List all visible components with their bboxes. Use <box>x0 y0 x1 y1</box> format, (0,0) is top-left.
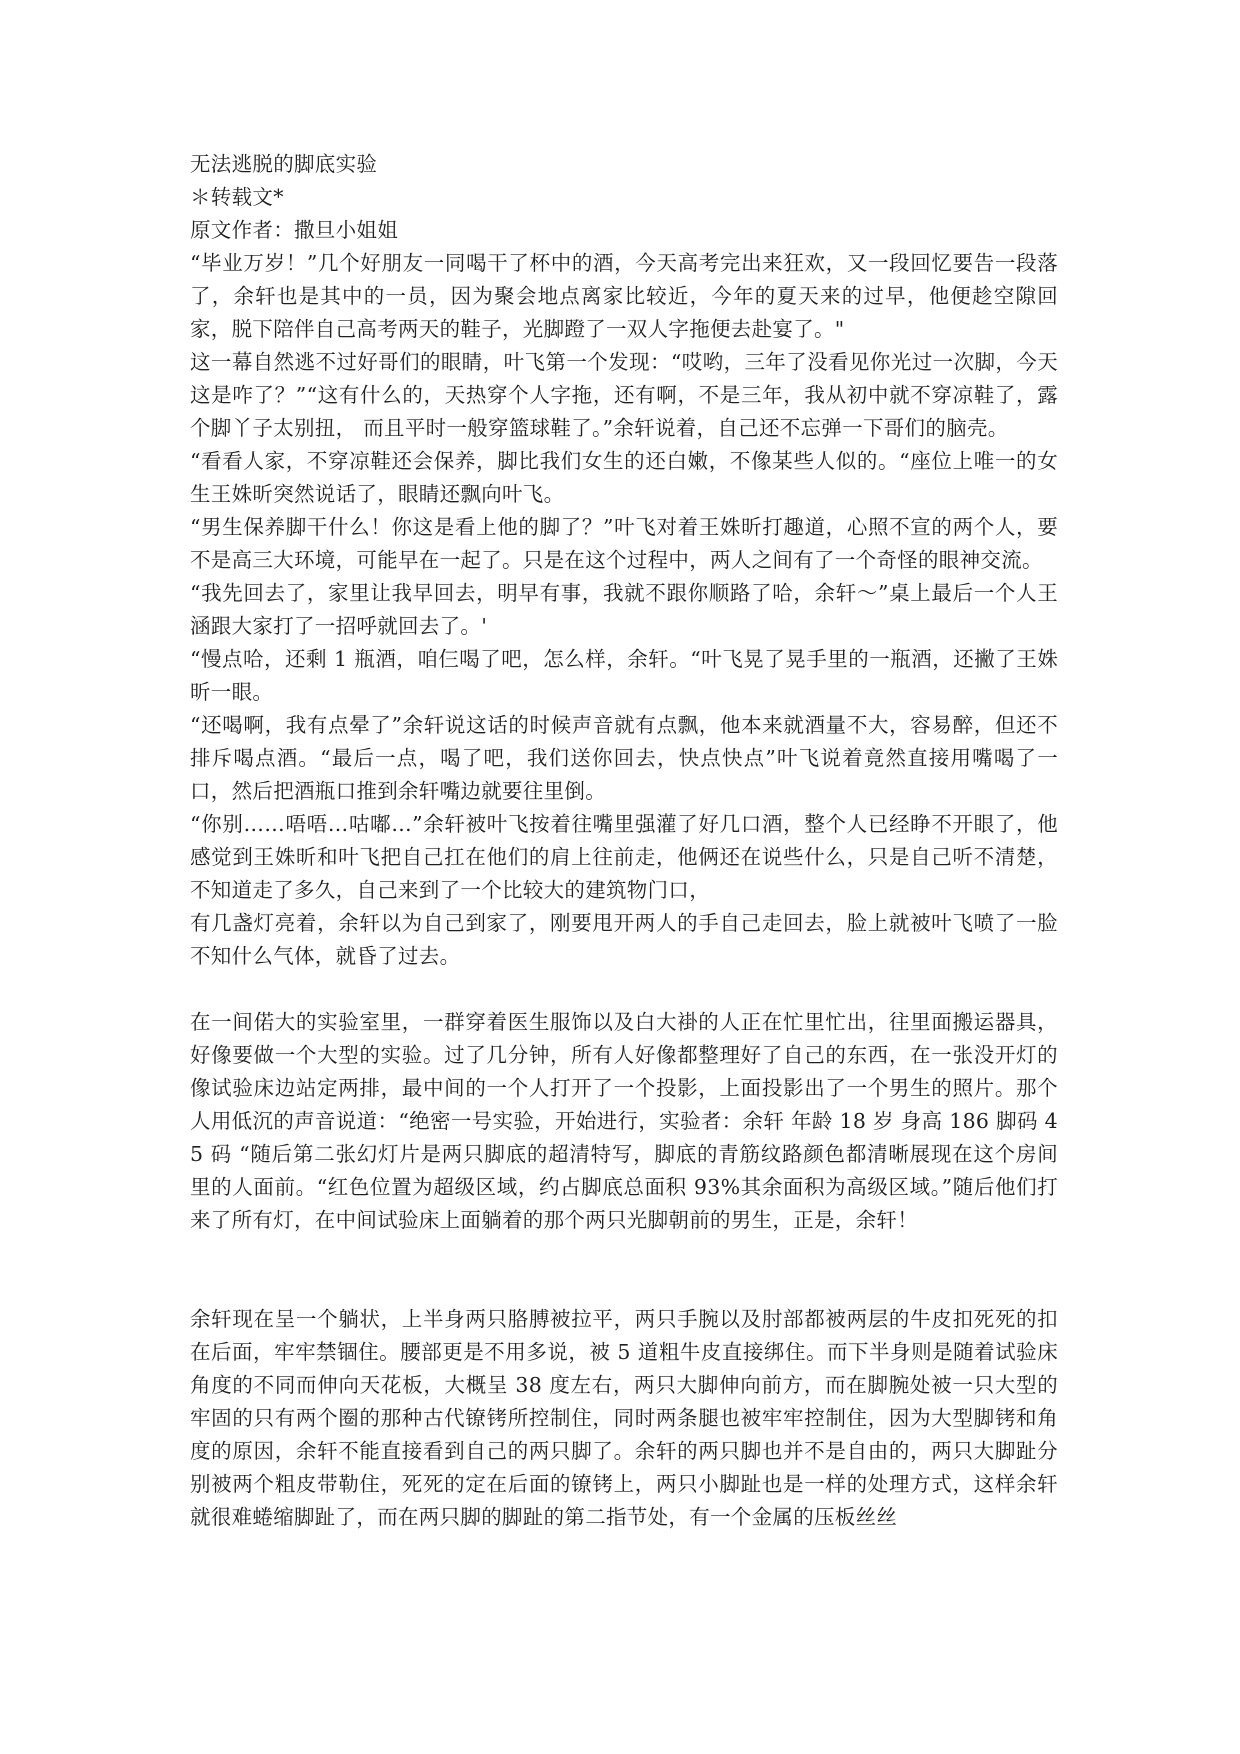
paragraph: “我先回去了，家里让我早回去，明早有事，我就不跟你顺路了哈，余轩～”桌上最后一个人王涵跟大家打了一招呼就回去了。' <box>190 581 1058 638</box>
repost-note: ＊转载文* <box>190 185 284 209</box>
paragraph: 余轩现在呈一个躺状，上半身两只胳膊被拉平，两只手腕以及肘部都被两层的牛皮扣死死的扣在后面，牢牢禁锢住。腰部更是不用多说，被 5 道粗牛皮直接绑住。而下半身则是随着试验床角度的不同而伸向天花板，大概呈 38 度左右，两只大脚伸向前方，而在脚腕处被一只大型的牢固的只有两个圈的那种古代镣铐所控制住，同时两条腿也被牢牢控制住，因为大型脚铐和角度的原因，余轩不能直接看到自己的两只脚了。余轩的两只脚也并不是自由的，两只大脚趾分别被两个粗皮带勒住，死死的定在后面的镣铐上，两只小脚趾也是一样的处理方式，这样余轩就很难蜷缩脚趾了，而在两只脚的脚趾的第二指节处，有一个金属的压板丝丝 <box>190 1307 1058 1529</box>
paragraph: 有几盏灯亮着，余轩以为自己到家了，刚要甩开两人的手自己走回去，脸上就被叶飞喷了一脸不知什么气体，就昏了过去。 <box>190 911 1058 968</box>
author-line: 原文作者：撒旦小姐姐 <box>190 218 398 242</box>
paragraph: 在一间偌大的实验室里，一群穿着医生服饰以及白大褂的人正在忙里忙出，往里面搬运器具，好像要做一个大型的实验。过了几分钟，所有人好像都整理好了自己的东西，在一张没开灯的像试验床边站定两排，最中间的一个人打开了一个投影，上面投影出了一个男生的照片。那个人用低沉的声音说道：“绝密一号实验，开始进行，实验者：余轩 年龄 18 岁 身高 186 脚码 45 码 “随后第二张幻灯片是两只脚底的超清特写，脚底的青筋纹路颜色都清晰展现在这个房间里的人面前。“红色位置为超级区域，约占脚底总面积 93%其余面积为高级区域。”随后他们打来了所有灯，在中间试验床上面躺着的那个两只光脚朝前的男生，正是，余轩！ <box>190 1010 1058 1232</box>
paragraph: “你别……唔唔…咕嘟…”余轩被叶飞按着往嘴里强灌了好几口酒，整个人已经睁不开眼了，他感觉到王姝昕和叶飞把自己扛在他们的肩上往前走，他俩还在说些什么，只是自己听不清楚，不知道走了多久，自己来到了一个比较大的建筑物门口， <box>190 812 1058 902</box>
document-title: 无法逃脱的脚底实验 <box>190 152 378 176</box>
paragraph: “男生保养脚干什么！你这是看上他的脚了？”叶飞对着王姝昕打趣道，心照不宣的两个人，要不是高三大环境，可能早在一起了。只是在这个过程中，两人之间有了一个奇怪的眼神交流。 <box>190 515 1058 572</box>
paragraph: 这一幕自然逃不过好哥们的眼睛，叶飞第一个发现：“哎哟，三年了没看见你光过一次脚，今天这是咋了？”“这有什么的，天热穿个人字拖，还有啊，不是三年，我从初中就不穿凉鞋了，露个脚丫子太别扭， 而且平时一般穿篮球鞋了。”余轩说着，自己还不忘弹一下哥们的脑壳。 <box>190 350 1058 440</box>
paragraph: “慢点哈，还剩 1 瓶酒，咱仨喝了吧，怎么样，余轩。“叶飞晃了晃手里的一瓶酒，还撇了王姝昕一眼。 <box>190 647 1058 704</box>
paragraph: “毕业万岁！”几个好朋友一同喝干了杯中的酒，今天高考完出来狂欢，又一段回忆要告一段落了，余轩也是其中的一员，因为聚会地点离家比较近，今年的夏天来的过早，他便趁空隙回家，脱下陪伴自己高考两天的鞋子，光脚蹬了一双人字拖便去赴宴了。" <box>190 251 1058 341</box>
blank-line <box>190 1237 1058 1303</box>
paragraph: “看看人家，不穿凉鞋还会保养，脚比我们女生的还白嫩，不像某些人似的。“座位上唯一的女生王姝昕突然说话了，眼睛还飘向叶飞。 <box>190 449 1058 506</box>
document-page <box>190 148 1058 1534</box>
paragraph: “还喝啊，我有点晕了”余轩说这话的时候声音就有点飘，他本来就酒量不大，容易醉，但还不排斥喝点酒。“最后一点，喝了吧，我们送你回去，快点快点”叶飞说着竟然直接用嘴喝了一口，然后把酒瓶口推到余轩嘴边就要往里倒。 <box>190 713 1058 803</box>
blank-line <box>190 973 1058 1006</box>
